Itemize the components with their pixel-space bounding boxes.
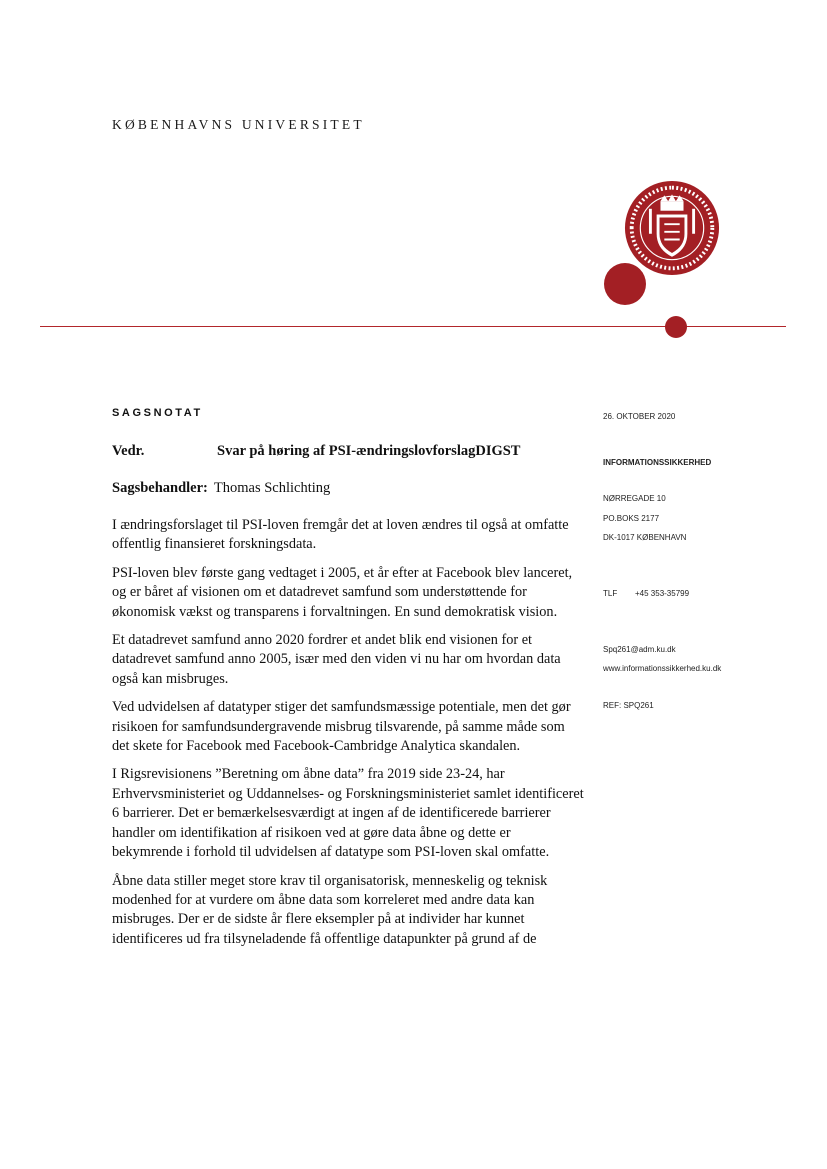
meta-sagsbehandler xyxy=(112,480,330,497)
sagsbehandler-value: Thomas Schlichting xyxy=(213,480,331,496)
ku-seal-icon xyxy=(624,180,720,276)
paragraph: Et datadrevet samfund anno 2020 fordrer et andet blik end visionen for et datadrevet samfund anno 2005, især med den viden vi nu har om hvordan data også kan misbruges. xyxy=(112,632,561,687)
vedr-value: Svar på høring af PSI-ændringslovforslagDIGST xyxy=(217,443,521,459)
sidebar-address-3: DK-1017 KØBENHAVN xyxy=(603,533,687,542)
body-text xyxy=(112,516,584,958)
decorative-dot-large xyxy=(604,263,646,305)
vedr-label: Vedr. xyxy=(112,443,145,459)
sidebar-website[interactable]: www.informationssikkerhed.ku.dk xyxy=(603,664,722,673)
paragraph: Åbne data stiller meget store krav til organisatorisk, menneskelig og teknisk modenhed for at vurdere om åbne data som korreleret med andre data kan misbruges. Der er de sidste år flere eksempler på at individer har kunnet identificeres ud fra tilsyneladende få offentlige datapunkter på grund af de xyxy=(112,872,548,947)
sidebar-department: INFORMATIONSSIKKERHED xyxy=(603,458,712,467)
sidebar-ref: REF: SPQ261 xyxy=(603,701,654,710)
meta-vedr xyxy=(112,443,520,460)
paragraph: I ændringsforslaget til PSI-loven fremgår det at loven ændres til også at omfatte offentlig finansieret forskningsdata. xyxy=(112,517,569,553)
decorative-dot-small xyxy=(665,316,687,338)
sidebar-date: 26. OKTOBER 2020 xyxy=(603,412,676,421)
paragraph: Ved udvidelsen af datatyper stiger det samfundsmæssige potentiale, men det gør risikoen for samfundsundergravende misbrug tilsvarende, på samme måde som det skete for Facebook med Facebook-Cambridge Analytica skandalen. xyxy=(112,699,571,755)
sidebar-email[interactable]: Spq261@adm.ku.dk xyxy=(603,645,676,654)
phone-label: TLF xyxy=(603,589,618,598)
phone-value: +45 353-35799 xyxy=(635,589,690,598)
document-type: SAGSNOTAT xyxy=(112,407,203,419)
sidebar-address-2: PO.BOKS 2177 xyxy=(603,514,660,523)
sidebar-phone xyxy=(603,589,803,598)
sidebar-address-1: NØRREGADE 10 xyxy=(603,494,666,503)
university-name: KØBENHAVNS UNIVERSITET xyxy=(112,117,365,132)
paragraph: I Rigsrevisionens ”Beretning om åbne data” fra 2019 side 23-24, har Erhvervsministeriet og Uddannelses- og Forskningsministeriet samlet identificeret 6 barrierer. Det er bemærkelsesværdigt at ingen af de identificerede barrierer handler om identifikation af risikoen ved at gøre data åbne og dette er bekymrende i forhold til udvidelsen af datatype som PSI-loven skal omfatte. xyxy=(112,766,584,861)
paragraph: PSI-loven blev første gang vedtaget i 2005, et år efter at Facebook blev lanceret, og er båret af visionen om et datadrevet samfund som understøttende for økonomisk vækst og transparens i forvaltningen. En sund demokratisk vision. xyxy=(112,564,573,620)
sagsbehandler-label: Sagsbehandler: xyxy=(112,480,208,496)
